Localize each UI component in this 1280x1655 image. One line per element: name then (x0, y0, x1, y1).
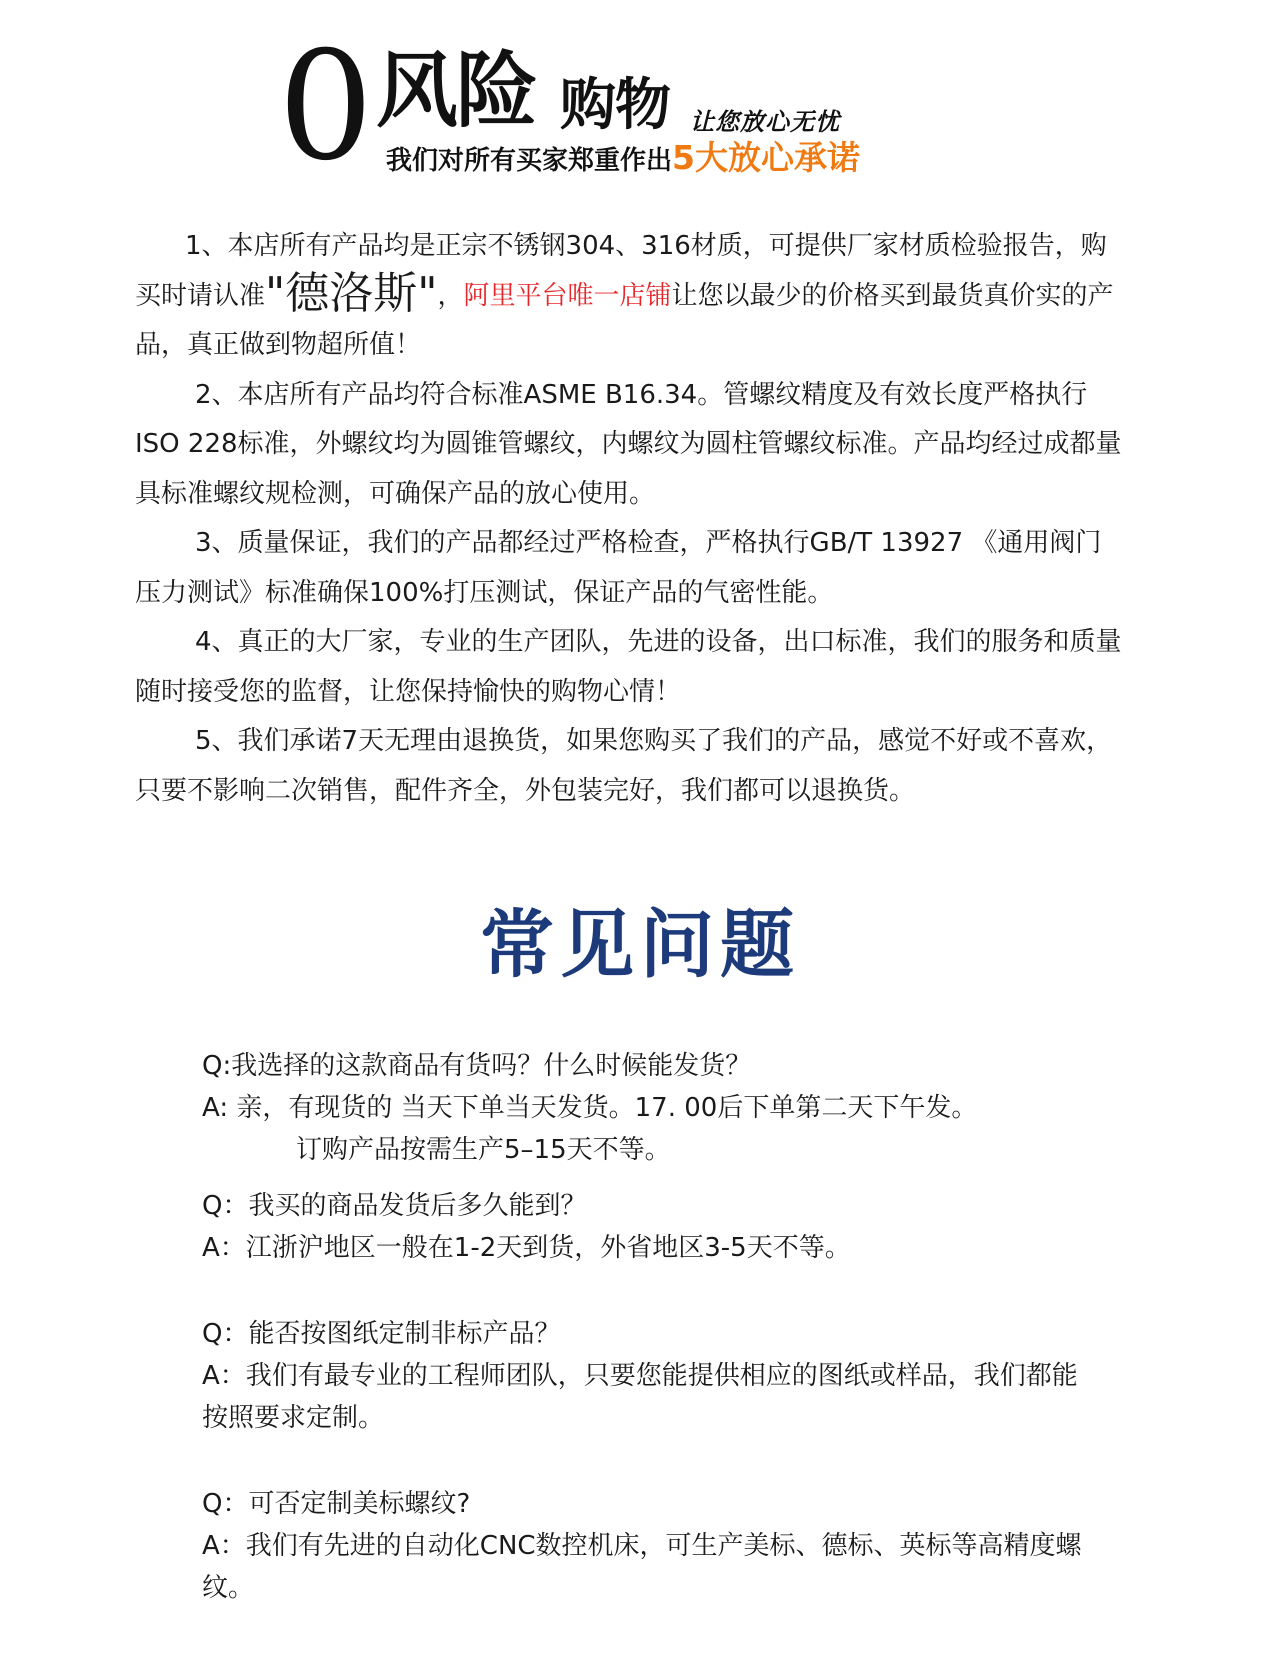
promise-1 (135, 222, 1125, 371)
faq-answer: A: 亲，有现货的 当天下单当天发货。17. 00后下单第二天下午发。 (202, 1093, 978, 1123)
faq-question: Q：我买的商品发货后多久能到？ (202, 1191, 587, 1221)
faq-item (202, 1483, 1102, 1609)
promise-1-text: 1、本店所有产品均是正宗不锈钢304、316材质，可提供厂家材质检验报告，购买时请认准 (135, 231, 1107, 311)
promise-2: 2、本店所有产品均符合标准ASME B16.34。管螺纹精度及有效长度严格执行ISO 228标准，外螺纹均为圆锥管螺纹，内螺纹为圆柱管螺纹标准。产品均经过成都量具标准螺纹规检测，可确保产品的放心使用。 (135, 379, 1122, 509)
promises-section (135, 222, 1125, 816)
promise-1-comma: ， (437, 280, 464, 311)
title-subtitle: 让您放心无忧 (690, 108, 840, 136)
header-banner (278, 20, 918, 194)
zero-numeral: 0 (278, 20, 374, 194)
faq-item (202, 1045, 1102, 1171)
brand-name: "德洛斯" (265, 267, 438, 319)
title-risk: 风险 (376, 44, 537, 139)
faq-answer: A：江浙沪地区一般在1-2天到货，外省地区3-5天不等。 (202, 1233, 851, 1263)
faq-question: Q:我选择的这款商品有货吗？什么时候能发货？ (202, 1051, 752, 1081)
faq-question: Q：可否定制美标螺纹? (202, 1489, 471, 1519)
promise-3: 3、质量保证，我们的产品都经过严格检查，严格执行GB/T 13927 《通用阀门压力测试》标准确保100%打压测试，保证产品的气密性能。 (135, 528, 1102, 608)
faq-item (202, 1313, 1102, 1439)
faq-answer-continued: 订购产品按需生产5–15天不等。 (296, 1135, 671, 1165)
faq-answer: A：我们有先进的自动化CNC数控机床，可生产美标、德标、英标等高精度螺纹。 (202, 1531, 1082, 1603)
promise-line (386, 140, 860, 179)
faq-answer: A：我们有最专业的工程师团队，只要您能提供相应的图纸或样品，我们都能按照要求定制。 (202, 1361, 1078, 1433)
promise-5: 5、我们承诺7天无理由退换货，如果您购买了我们的产品，感觉不好或不喜欢，只要不影响二次销售，配件齐全，外包装完好，我们都可以退换货。 (135, 726, 1113, 806)
promise-4: 4、真正的大厂家，专业的生产团队，先进的设备，出口标准，我们的服务和质量随时接受您的监督，让您保持愉快的购物心情！ (135, 627, 1122, 707)
promise-1-tail: 让您以最少的价格买到最货真价实的产品，真正做到物超所值！ (135, 280, 1114, 360)
promise-highlight: 5大放心承诺 (672, 138, 860, 177)
promise-prefix: 我们对所有买家郑重作出 (386, 146, 673, 176)
title-shopping: 购物 (560, 73, 670, 138)
faq-question: Q：能否按图纸定制非标产品？ (202, 1319, 561, 1349)
faq-item (202, 1185, 1102, 1269)
faq-heading: 常见问题 (480, 902, 800, 988)
platform-exclusive: 阿里平台唯一店铺 (463, 280, 672, 311)
